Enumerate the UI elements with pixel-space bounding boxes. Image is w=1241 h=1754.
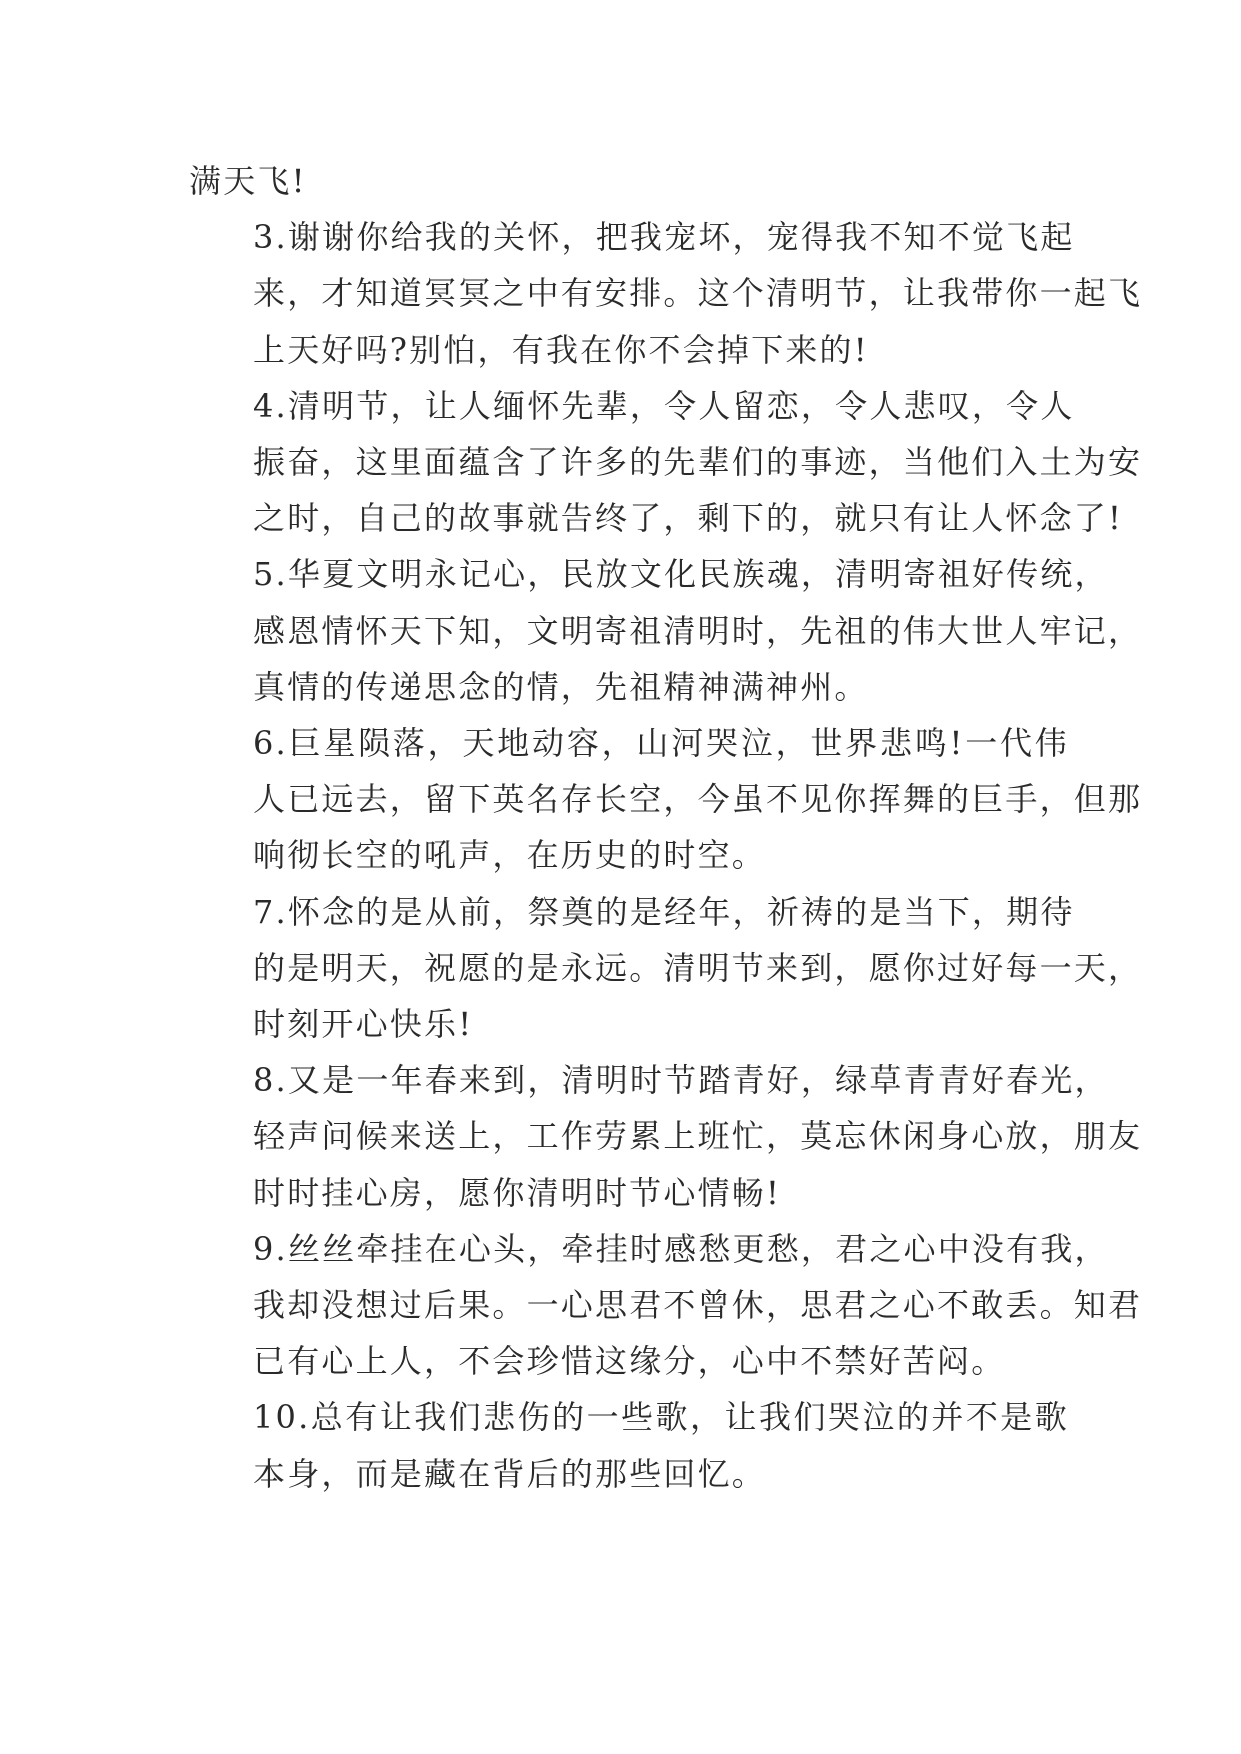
text-line: 振奋，这里面蕴含了许多的先辈们的事迹，当他们入土为安 [253,443,1143,482]
text-line: 响彻长空的吼声，在历史的时空。 [253,836,767,875]
text-line: 人已远去，留下英名存长空，今虽不见你挥舞的巨手，但那 [253,780,1143,819]
paragraph-item-7 [189,884,1143,1053]
text-line: 我却没想过后果。一心思君不曾休，思君之心不敢丢。知君 [253,1286,1143,1325]
text-line: 9.丝丝牵挂在心头，牵挂时感愁更愁，君之心中没有我， [253,1229,1109,1268]
paragraph-item-10 [189,1389,1069,1501]
text-line: 10.总有让我们悲伤的一些歌，让我们哭泣的并不是歌 [253,1398,1069,1437]
paragraph-item-8 [189,1052,1143,1221]
text-line: 感恩情怀天下知，文明寄祖清明时，先祖的伟大世人牢记， [253,611,1143,650]
text-line: 上天好吗?别怕，有我在你不会掉下来的! [253,330,869,369]
text-line: 真情的传递思念的情，先祖精神满神州。 [253,667,869,706]
text-line: 8.又是一年春来到，清明时节踏青好，绿草青青好春光， [253,1061,1109,1100]
paragraph-item-9 [189,1221,1143,1390]
paragraph-item-3 [189,209,1143,378]
text-line: 来，才知道冥冥之中有安排。这个清明节，让我带你一起飞 [253,274,1143,313]
text-line: 3.谢谢你给我的关怀，把我宠坏，宠得我不知不觉飞起 [253,218,1075,257]
text-line: 时刻开心快乐! [253,1005,474,1044]
text-line: 轻声问候来送上，工作劳累上班忙，莫忘休闲身心放，朋友 [253,1117,1143,1156]
paragraph-item-6 [189,715,1143,884]
text-line: 7.怀念的是从前，祭奠的是经年，祈祷的是当下，期待 [253,892,1075,931]
text-line: 满天飞! [189,162,307,200]
paragraph-continuation [189,153,1069,209]
text-line: 6.巨星陨落，天地动容，山河哭泣，世界悲鸣!一代伟 [253,724,1069,763]
paragraph-item-5 [189,546,1143,715]
paragraph-item-4 [189,378,1143,547]
text-line: 4.清明节，让人缅怀先辈，令人留恋，令人悲叹，令人 [253,386,1075,425]
text-line: 已有心上人，不会珍惜这缘分，心中不禁好苦闷。 [253,1342,1006,1381]
text-line: 之时，自己的故事就告终了，剩下的，就只有让人怀念了! [253,499,1124,538]
text-line: 时时挂心房，愿你清明时节心情畅! [253,1173,782,1212]
text-line: 的是明天，祝愿的是永远。清明节来到，愿你过好每一天， [253,948,1143,987]
text-line: 5.华夏文明永记心，民放文化民族魂，清明寄祖好传统， [253,555,1109,594]
document-body [189,153,1143,1502]
text-line: 本身，而是藏在背后的那些回忆。 [253,1454,767,1493]
